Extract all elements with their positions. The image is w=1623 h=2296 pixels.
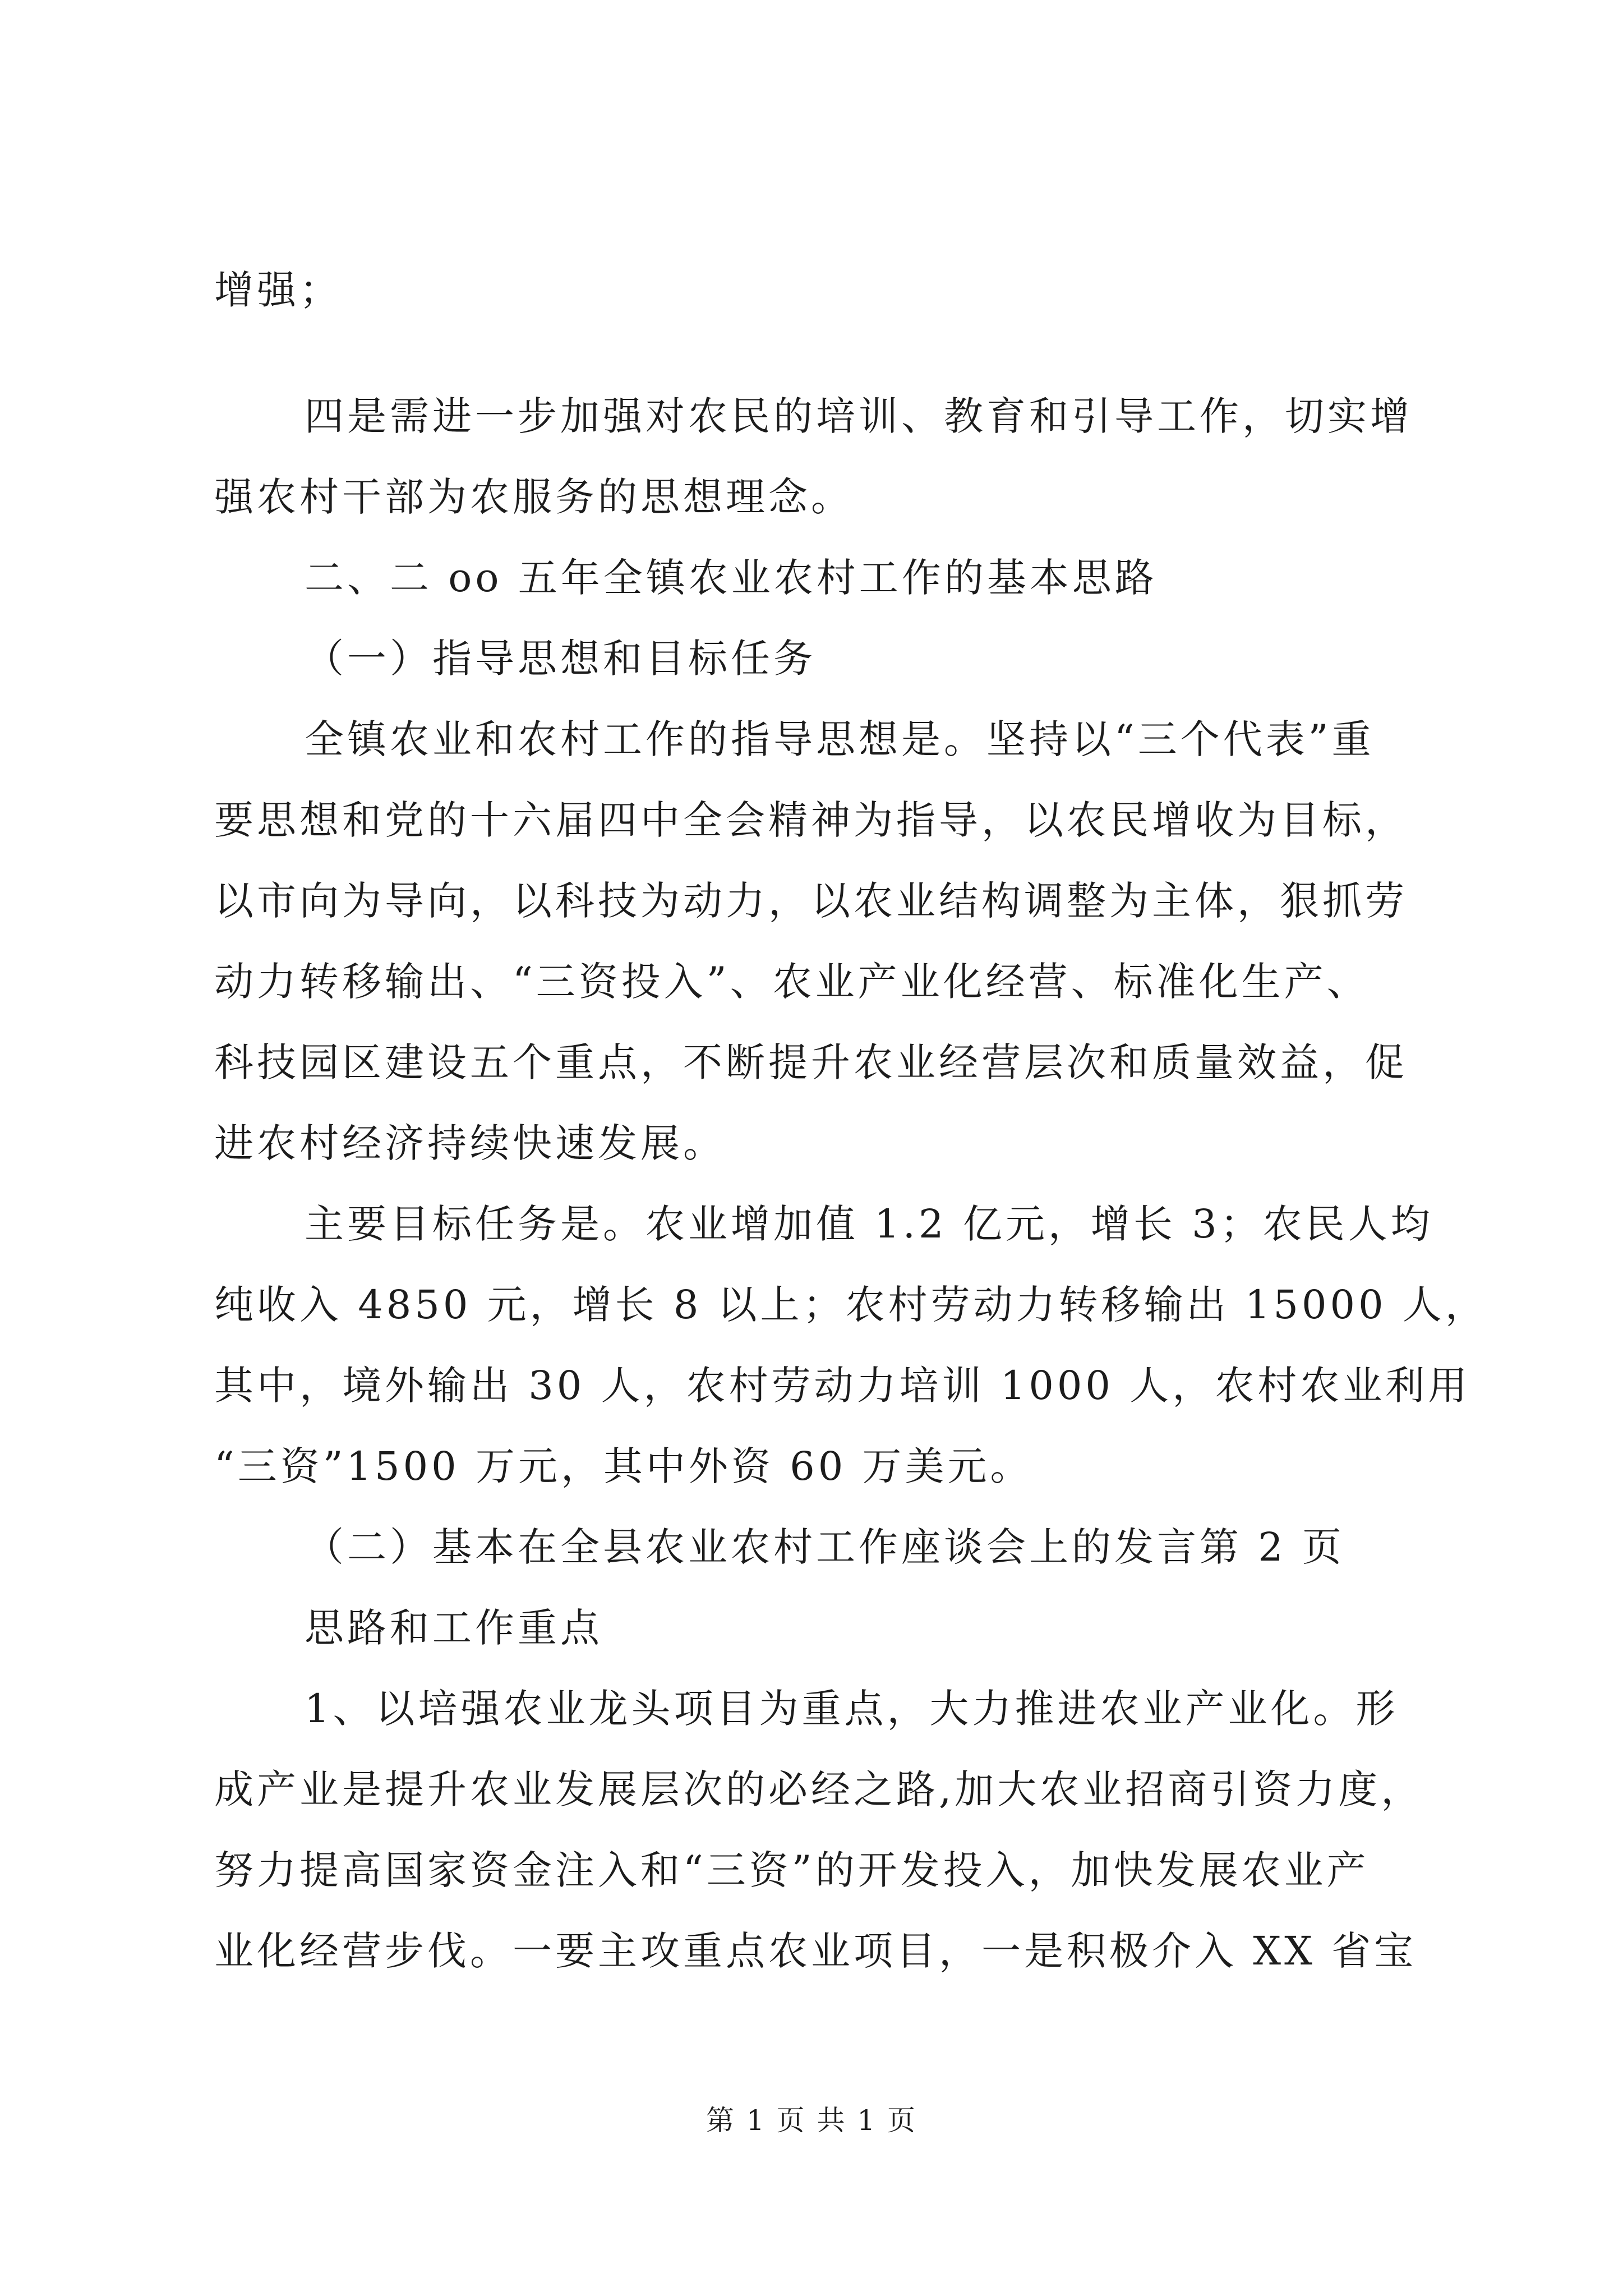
subsection-heading-one <box>0 618 1623 699</box>
paragraph-guiding-ideology <box>0 699 1623 1184</box>
text-line: 纯收入 4850 元，增长 8 以上；农村劳动力转移输出 15000 人， <box>214 1282 1488 1328</box>
text-line: 动力转移输出、“三资投入”、农业产业化经营、标准化生产、 <box>214 959 1370 1005</box>
text-line: 科技园区建设五个重点，不断提升农业经营层次和质量效益，促 <box>214 1039 1408 1085</box>
text-line: 要思想和党的十六届四中全会精神为指导，以农民增收为目标， <box>214 797 1408 843</box>
page-footer <box>0 2098 1623 2143</box>
text-line: 以市向为导向，以科技为动力，以农业结构调整为主体，狠抓劳 <box>214 878 1408 924</box>
subsection-heading-two-continued <box>0 1588 1623 1668</box>
document-body <box>0 250 1623 1991</box>
text-line: 增强； <box>214 267 342 313</box>
paragraph-point-four <box>0 376 1623 537</box>
page-number-label: 第 1 页 共 1 页 <box>706 2104 917 2137</box>
heading-line: 二、二 oo 五年全镇农业农村工作的基本思路 <box>305 555 1158 601</box>
heading-line: （二）基本在全县农业农村工作座谈会上的发言第 2 页 <box>305 1524 1345 1570</box>
text-line: 努力提高国家资金注入和“三资”的开发投入，加快发展农业产 <box>214 1847 1370 1893</box>
text-line: 业化经营步伐。一要主攻重点农业项目，一是积极介入 XX 省宝 <box>214 1928 1417 1974</box>
heading-line: 思路和工作重点 <box>305 1605 603 1651</box>
text-line: 成产业是提升农业发展层次的必经之路,加大农业招商引资力度， <box>214 1766 1424 1812</box>
paragraph-main-targets <box>0 1184 1623 1507</box>
heading-line: （一）指导思想和目标任务 <box>305 636 816 682</box>
text-line: 其中，境外输出 30 人，农村劳动力培训 1000 人，农村农业利用 <box>214 1363 1471 1409</box>
paragraph-point-one <box>0 1668 1623 1991</box>
text-line: 进农村经济持续快速发展。 <box>214 1120 726 1166</box>
text-line: 四是需进一步加强对农民的培训、教育和引导工作，切实增 <box>305 393 1413 439</box>
text-line: 强农村干部为农服务的思想理念。 <box>214 474 854 520</box>
text-line: 主要目标任务是。农业增加值 1.2 亿元，增长 3；农民人均 <box>305 1201 1433 1247</box>
text-line: 1、以培强农业龙头项目为重点，大力推进农业产业化。形 <box>305 1686 1399 1732</box>
subsection-heading-two <box>0 1507 1623 1588</box>
text-line: “三资”1500 万元，其中外资 60 万美元。 <box>214 1443 1033 1489</box>
paragraph-continuation <box>0 250 1623 330</box>
section-heading <box>0 537 1623 618</box>
text-line: 全镇农业和农村工作的指导思想是。坚持以“三个代表”重 <box>305 716 1375 762</box>
